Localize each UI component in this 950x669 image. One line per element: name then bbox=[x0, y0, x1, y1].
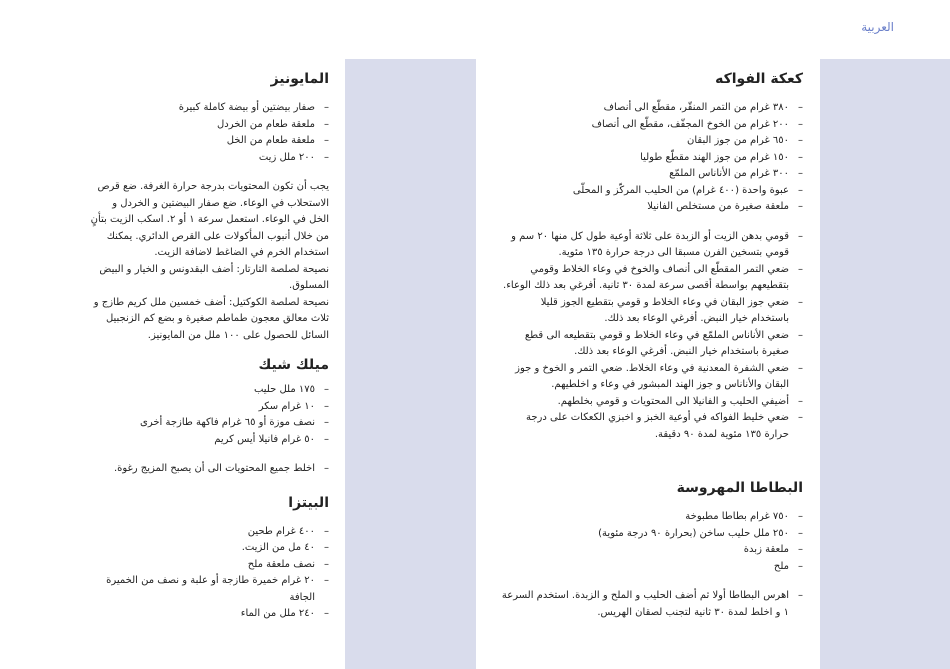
center-margin-band bbox=[345, 59, 476, 669]
list-item: – ضعي الشفرة المعدنية في وعاء الخلاط. ضعي التمر و الخوخ و جوز البقان والأناناس و جوز الهند المبشور في وعاء و اخلطيهم. bbox=[500, 361, 803, 394]
list-item: – أضيفي الحليب و الفانيلا الى المحتويات و قومي بخلطهم. bbox=[500, 394, 803, 411]
paragraph-mayonnaise-method: يجب أن تكون المحتويات بدرجة حرارة الغرفة. ضع قرص الاستحلاب في الوعاء. ضع صفار البيضتين و الخردل و الخل في الوعاء. استعمل سرعة ١ أو ٢. اسكب الزيت بتأنٍ من خلال أنبوب المأكولات على القرص الدائري. يمكنك استخدام الخرم في الضاغط لاضافة الزيت. bbox=[90, 181, 329, 258]
list-item: – ٤٠٠ غرام طحين bbox=[90, 524, 329, 541]
recipe-title-milkshake: ميلك شيك bbox=[258, 357, 329, 373]
list-item: – ضعي خليط الفواكه في أوعية الخبز و اخبزي الكعكات على درجة حرارة ١٣٥ مئوية لمدة ٩٠ دقيقة. bbox=[500, 410, 803, 443]
list-item: – نصف موزة أو ٦٥ غرام فاكهة طازجة أخرى bbox=[90, 415, 329, 432]
list-item: – صفار بيضتين أو بيضة كاملة كبيرة bbox=[90, 100, 329, 117]
list-item: – ٥٠ غرام فانيلا أيس كريم bbox=[90, 432, 329, 449]
ingredients-list-mashed-potatoes bbox=[500, 509, 803, 575]
list-item: – نصف ملعقة ملح bbox=[90, 557, 329, 574]
list-item: – ملعقة صغيرة من مستخلص الفانيلا bbox=[500, 199, 803, 216]
list-item: – ٢٤٠ ملل من الماء bbox=[90, 606, 329, 623]
list-item: – ٣٠٠ غرام من الأناناس الملمّع bbox=[500, 166, 803, 183]
steps-list-mashed-potatoes bbox=[500, 588, 803, 621]
right-column bbox=[500, 70, 803, 621]
list-item: – ٦٥٠ غرام من جوز البقان bbox=[500, 133, 803, 150]
list-item: – ٢٠ غرام خميرة طازجة أو علبة و نصف من الخميرة الجافة bbox=[90, 573, 329, 606]
list-item: – ملح bbox=[500, 559, 803, 576]
list-item: – ملعقة طعام من الخردل bbox=[90, 117, 329, 134]
list-item: – ٣٨٠ غرام من التمر المنقّر، مقطّع الى أنصاف bbox=[500, 100, 803, 117]
list-item: – ١٥٠ غرام من جوز الهند مقطّع طوليا bbox=[500, 150, 803, 167]
list-item: – ١٧٥ ملل حليب bbox=[90, 382, 329, 399]
list-item: – ١٠ غرام سكر bbox=[90, 399, 329, 416]
list-item: – ملعقة زبدة bbox=[500, 542, 803, 559]
paragraph-cocktail-tip: نصيحة لصلصة الكوكتيل: أضف خمسين ملل كريم طازج و ثلاث معالق معجون طماطم صغيرة و بضع كم الزنجبيل السائل للحصول على ١٠٠ ملل من المايونيز. bbox=[93, 296, 329, 341]
list-item: – ٢٥٠ ملل حليب ساخن (بحرارة ٩٠ درجة مئوية) bbox=[500, 526, 803, 543]
ingredients-list-milkshake bbox=[90, 382, 329, 448]
language-link[interactable]: العربية bbox=[861, 20, 894, 34]
list-item: – ٧٥٠ غرام بطاطا مطبوخة bbox=[500, 509, 803, 526]
left-column bbox=[90, 70, 329, 623]
recipe-title-pizza: البيتزا bbox=[288, 494, 329, 511]
list-item: – اهرس البطاطا أولا ثم أضف الحليب و الملح و الزبدة. استخدم السرعة ١ و اخلط لمدة ٣٠ ثانية لتجنب لصقان الهريس. bbox=[500, 588, 803, 621]
steps-list-fruitcake bbox=[500, 229, 803, 444]
ingredients-list-mayonnaise bbox=[90, 100, 329, 166]
list-item: – عبوة واحدة (٤٠٠ غرام) من الحليب المركّز و المحلّى bbox=[500, 183, 803, 200]
right-margin-band bbox=[820, 59, 950, 669]
list-item: – قومي بدهن الزيت أو الزبدة على ثلاثة أوعية طول كل منها ٢٠ سم و قومي بتسخين الفرن مسبقا الى درجة حرارة ١٣٥ مئوية. bbox=[500, 229, 803, 262]
recipe-title-mayonnaise: المايونيز bbox=[270, 71, 329, 87]
list-item: – ملعقة طعام من الخل bbox=[90, 133, 329, 150]
list-item: – ضعي جوز البقان في وعاء الخلاط و قومي بتقطيع الجوز قليلا باستخدام خيار النبض. أفرغي الوعاء بعد ذلك. bbox=[500, 295, 803, 328]
list-item: – ضعي الأناناس الملمّع في وعاء الخلاط و قومي بتقطيعه الى قطع صغيرة باستخدام خيار النبض. أفرغي الوعاء بعد ذلك. bbox=[500, 328, 803, 361]
list-item: – ٤٠ مل من الزيت. bbox=[90, 540, 329, 557]
list-item: – ضعي التمر المقطّع الى أنصاف والخوخ في وعاء الخلاط وقومي بتقطيعهم بواسطة أقصى سرعة لمدة ٣٠ ثانية. أفرغي بعد ذلك الوعاء. bbox=[500, 262, 803, 295]
paragraph-tartar-tip: نصيحة لصلصة التارتار: أضف البقدونس و الخيار و البيض المسلوق. bbox=[99, 263, 329, 291]
ingredients-list-fruitcake bbox=[500, 100, 803, 216]
list-item: – ٢٠٠ ملل زيت bbox=[90, 150, 329, 167]
recipe-title-mashed-potatoes: البطاطا المهروسة bbox=[676, 480, 803, 496]
list-item: – اخلط جميع المحتويات الى أن يصبح المزيج رغوة. bbox=[90, 461, 329, 478]
recipe-title-fruitcake: كعكة الفواكه bbox=[715, 71, 803, 87]
ingredients-list-pizza bbox=[90, 524, 329, 623]
steps-list-milkshake bbox=[90, 461, 329, 478]
list-item: – ٢٠٠ غرام من الخوخ المجفّف، مقطّع الى أنصاف bbox=[500, 117, 803, 134]
